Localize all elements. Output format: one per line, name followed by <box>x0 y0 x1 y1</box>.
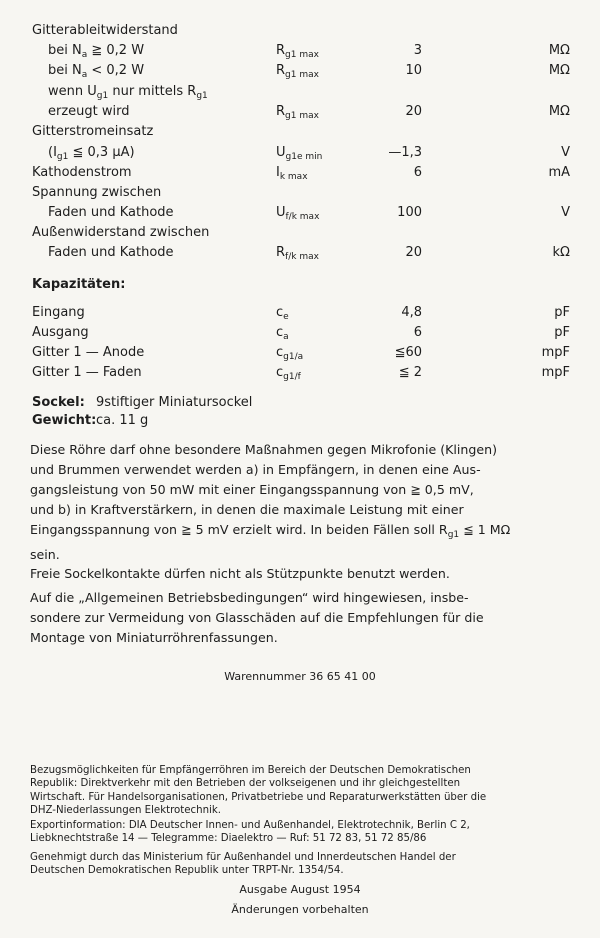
limit-value: 3 <box>413 43 422 58</box>
symbol-subscript: g1 max <box>285 50 319 60</box>
capacity-value: ≦ 2 <box>398 365 422 380</box>
limit-label: Gitterableitwiderstand <box>32 23 178 38</box>
limit-row <box>0 243 600 263</box>
capacity-value: 4,8 <box>401 305 422 320</box>
limit-symbol: $R_{g1 max}$ <box>276 63 319 80</box>
approval-note: Genehmigt durch das Ministerium für Außenhandel und Innerdeutschen Handel der Deutschen Demokratischen Republik unter TRPT-Nr. 1354/54. <box>30 852 456 877</box>
capacity-row <box>0 343 600 363</box>
limit-value: 20 <box>405 104 422 119</box>
capacity-label: Gitter 1 — Faden <box>32 365 142 380</box>
label-subscript: g1 <box>196 91 208 101</box>
limit-row <box>0 143 600 163</box>
capacity-symbol: $c_e$ <box>276 305 289 322</box>
article-number: Warennummer 36 65 41 00 <box>224 670 376 683</box>
operating-conditions-note: Auf die „Allgemeinen Betriebsbedingungen“ wird hingewiesen, insbe- sondere zur Vermeidung von Glasschäden auf die Empfehlungen für die Montage von Miniaturröhrenfassungen. <box>30 590 484 645</box>
limit-row <box>0 163 600 183</box>
weight-row: Gewicht: ca. 11 g <box>32 413 149 428</box>
symbol-subscript: g1/f <box>283 372 301 382</box>
limit-symbol: $R_{g1 max}$ <box>276 104 319 121</box>
limit-symbol: $U_{f/k max}$ <box>276 205 320 222</box>
limit-row <box>0 102 600 122</box>
usage-line-rg1: Eingangsspannung von ≧ 5 mV erzielt wird. In beiden Fällen soll $R_{g1}$ ≦ 1 MΩ <box>30 522 511 540</box>
symbol-subscript: k max <box>279 172 308 182</box>
limit-unit: V <box>561 205 570 220</box>
capacity-unit: pF <box>554 325 570 340</box>
export-note: Exportinformation: DIA Deutscher Innen- und Außenhandel, Elektrotechnik, Berlin C 2, Liebknechtstraße 14 — Telegramme: Diaelektro — Ruf: 51 72 83, 51 72 85/86 <box>30 820 470 845</box>
symbol-subscript: g1 max <box>285 111 319 121</box>
limit-unit: V <box>561 145 570 160</box>
limit-row <box>0 61 600 81</box>
symbol-subscript: f/k max <box>285 252 319 262</box>
limit-value: —1,3 <box>388 145 422 160</box>
limit-label: erzeugt wird <box>48 104 130 119</box>
limit-row <box>0 183 600 203</box>
symbol-subscript: g1 max <box>285 70 319 80</box>
symbol-subscript: a <box>283 332 289 342</box>
capacity-label: Eingang <box>32 305 85 320</box>
limit-value: 20 <box>405 245 422 260</box>
capacity-symbol: $c_{g1/f}$ <box>276 365 301 382</box>
limit-unit: mA <box>548 165 570 180</box>
limit-label: Gitterstromeinsatz <box>32 124 154 139</box>
symbol-subscript: g1/a <box>283 352 304 362</box>
capacity-label: Ausgang <box>32 325 89 340</box>
limit-label: bei $N_a$ ≧ 0,2 W <box>48 43 145 60</box>
label-subscript: g1 <box>56 152 69 162</box>
limit-row <box>0 41 600 61</box>
limit-symbol: $R_{g1 max}$ <box>276 43 319 60</box>
capacity-row <box>0 323 600 343</box>
limit-label: Faden und Kathode <box>48 245 174 260</box>
limit-label: Faden und Kathode <box>48 205 174 220</box>
capacity-unit: pF <box>554 305 570 320</box>
symbol-subscript: f/k max <box>285 212 320 222</box>
limit-label: Spannung zwischen <box>32 185 162 200</box>
symbol-subscript: g1e min <box>285 152 323 162</box>
capacity-unit: mpF <box>541 345 570 360</box>
capacity-symbol: $c_a$ <box>276 325 289 342</box>
limit-label: Kathodenstrom <box>32 165 132 180</box>
capacity-row <box>0 303 600 323</box>
changes-reserved: Änderungen vorbehalten <box>231 903 369 916</box>
limit-label: Außenwiderstand zwischen <box>32 225 210 240</box>
capacity-value: ≦60 <box>394 345 422 360</box>
limit-label: wenn $U_{g1}$ nur mittels $R_{g1}$ <box>48 84 208 101</box>
usage-paragraph: Diese Röhre darf ohne besondere Maßnahmen gegen Mikrofonie (Klingen) und Brummen verwendet werden a) in Empfängern, in denen eine Aus- gangsleistung von 50 mW mit einer Eingangsspannung von ≧ 0,5 mV, und b) in Kraftverstärkern, in denen die maximale Leistung mit einer Eingangsspannung von ≧ 5 mV erzielt wird. In beiden Fällen soll $R_{g1}$ ≦ 1 MΩ sein. <box>30 440 572 565</box>
capacity-row <box>0 363 600 383</box>
edition: Ausgabe August 1954 <box>239 883 361 896</box>
label-subscript: g1 <box>96 91 109 101</box>
limit-row <box>0 21 600 41</box>
label-subscript: a <box>81 70 88 80</box>
capacity-value: 6 <box>413 325 422 340</box>
limit-unit: MΩ <box>548 43 570 58</box>
limit-value: 10 <box>405 63 422 78</box>
socket-contacts-note: Freie Sockelkontakte dürfen nicht als Stützpunkte benutzt werden. <box>30 566 450 581</box>
limit-value: 100 <box>397 205 422 220</box>
limit-unit: MΩ <box>548 104 570 119</box>
capacities-heading: Kapazitäten: <box>32 277 126 292</box>
socket-row: Sockel: 9stiftiger Miniatursockel <box>32 395 253 410</box>
limit-value: 6 <box>413 165 422 180</box>
limit-unit: MΩ <box>548 63 570 78</box>
label-subscript: a <box>81 50 88 60</box>
limit-label: ($I_{g1}$ ≦ 0,3 μA) <box>48 145 135 162</box>
limit-symbol: $R_{f/k max}$ <box>276 245 319 262</box>
limit-row <box>0 122 600 142</box>
limit-row <box>0 223 600 243</box>
limit-symbol: $I_{k max}$ <box>276 165 308 182</box>
capacity-symbol: $c_{g1/a}$ <box>276 345 304 362</box>
capacity-label: Gitter 1 — Anode <box>32 345 145 360</box>
capacity-unit: mpF <box>541 365 570 380</box>
limit-row <box>0 82 600 102</box>
limit-row <box>0 203 600 223</box>
limit-unit: kΩ <box>552 245 570 260</box>
supply-note: Bezugsmöglichkeiten für Empfängerröhren im Bereich der Deutschen Demokratischen Republik: Direktverkehr mit den Betrieben der volkseigenen und ihr gleichgestellten Wirtschaft. Für Handelsorganisationen, Privatbetriebe und Reparaturwerkstätten über die DHZ-Niederlassungen Elektrotechnik. <box>30 765 487 817</box>
symbol-subscript: e <box>283 312 289 322</box>
limit-label: bei $N_a < 0,2$ W <box>48 63 145 80</box>
limit-symbol: $U_{g1e min}$ <box>276 145 323 162</box>
